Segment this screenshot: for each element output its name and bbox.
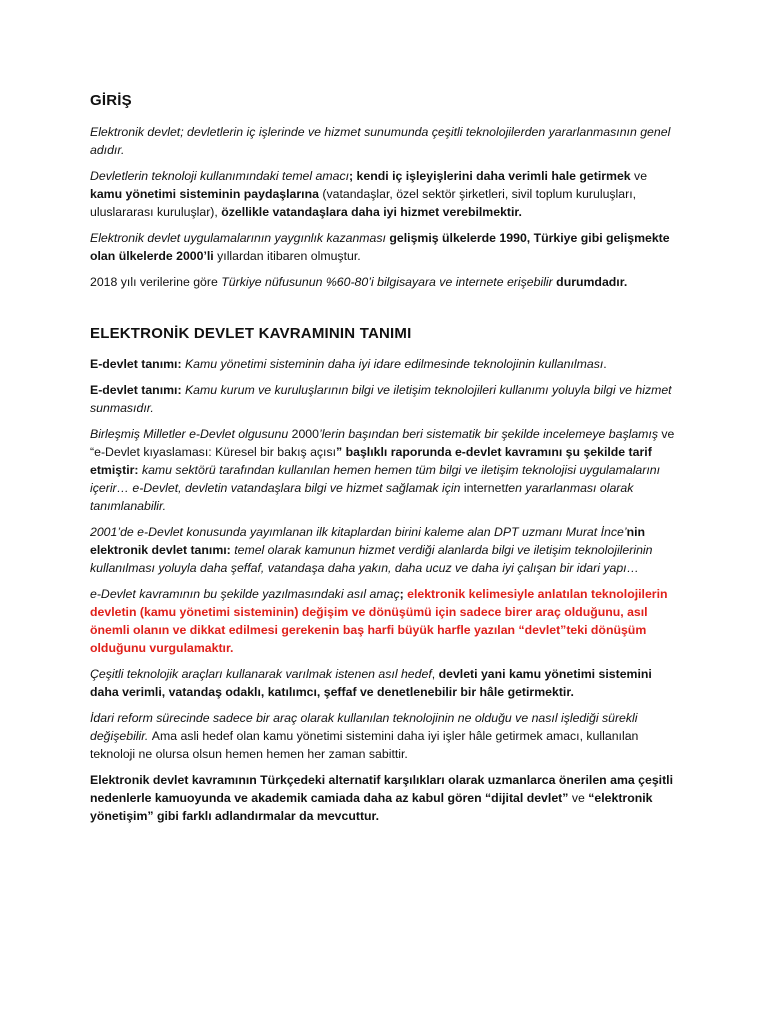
- text-run: e-Devlet kıyaslaması: Küresel bir bakış açısı: [94, 445, 337, 459]
- text-run: 2000: [291, 427, 319, 441]
- section-heading-definition: ELEKTRONİK DEVLET KAVRAMININ TANIMI: [90, 325, 412, 342]
- text-run: e-Devlet kavramının bu şekilde yazılmasındaki asıl amaç: [90, 587, 400, 601]
- text-run: temel olarak kamunun hizmet verdiği alanlarda bilgi ve iletişim teknolojilerinin kullanılması yoluyla daha şeffaf, vatandaşa daha yakın, daha ucuz ve daha iyi çalışan bir idari yapı…: [90, 543, 653, 575]
- text-run: E-devlet tanımı:: [90, 357, 185, 371]
- text-run: ’lerin başından beri sistematik bir şekilde incelemeye başlamış: [318, 427, 658, 441]
- text-run: ve “: [90, 427, 675, 459]
- paragraph: [90, 523, 676, 577]
- text-run: Devletlerin teknoloji kullanımındaki temel amacı: [90, 169, 350, 183]
- text-run: elektronik kelimesiyle anlatılan teknolojilerin devletin (kamu yönetimi sisteminin) değişim ve dönüşümü için sadece birer araç olduğunu, asıl önemli olanın ve dikkat edilmesi gerekenin baş harfi büyük harfle yazılan “devlet”teki dönüşüm olduğunu vurgulamaktır.: [90, 587, 668, 655]
- text-run: Türkiye nüfusunun %60-80’i bilgisayara ve internete erişebilir: [221, 275, 553, 289]
- paragraph: [90, 273, 676, 291]
- text-run: “elektronik yönetişim”: [90, 791, 653, 823]
- text-run: devleti yani kamu yönetimi sistemini daha verimli, vatandaş odaklı, katılımcı, şeffaf ve denetlenebilir bir hâle getirmektir.: [90, 667, 652, 699]
- text-run: Çeşitli teknolojik araçları kullanarak varılmak istenen asıl hedef: [90, 667, 432, 681]
- paragraph: [90, 585, 676, 657]
- text-run: .: [603, 357, 607, 371]
- text-run: özellikle vatandaşlara daha iyi hizmet verebilmektir.: [221, 205, 522, 219]
- paragraph: [90, 355, 676, 373]
- text-run: 2001’de e-Devlet konusunda yayımlanan ilk kitaplardan birini kaleme alan DPT uzmanı Murat İnce’: [90, 525, 627, 539]
- paragraph: [90, 425, 676, 515]
- text-run: ;: [399, 587, 408, 601]
- text-run: (vatandaşlar, özel sektör şirketleri, sivil toplum kuruluşları, uluslararası kuruluşlar),: [90, 187, 637, 219]
- text-run: Kamu kurum ve kuruluşlarının bilgi ve iletişim teknolojileri kullanımı yoluyla bilgi ve hizmet sunmasıdır.: [90, 383, 672, 415]
- paragraph: [90, 381, 676, 417]
- paragraph: [90, 229, 676, 265]
- section-heading-giris: GİRİŞ: [90, 92, 132, 109]
- text-run: yıllardan itibaren olmuştur.: [213, 249, 361, 263]
- text-run: E-devlet tanımı:: [90, 383, 185, 397]
- text-run: ; kendi iç işleyişlerini daha verimli hale getirmek: [349, 169, 631, 183]
- text-run: nin elektronik devlet tanımı:: [90, 525, 646, 557]
- text-run: Kamu yönetimi sisteminin daha iyi idare edilmesinde teknolojinin kullanılması: [184, 357, 604, 371]
- text-run: internet: [463, 481, 505, 495]
- text-run: ve: [630, 169, 648, 183]
- text-run: Birleşmiş Milletler e-Devlet olgusunu: [90, 427, 292, 441]
- paragraph: [90, 665, 676, 701]
- text-run: ten yararlanması olarak tanımlanabilir.: [90, 481, 634, 513]
- text-run: ,: [431, 667, 439, 681]
- text-run: İdari reform sürecinde sadece bir araç olarak kullanılan teknolojinin ne olduğu ve nasıl işlediği sürekli değişebilir.: [90, 711, 638, 743]
- text-run: gibi farklı adlandırmalar da mevcuttur.: [153, 809, 380, 823]
- text-run: Elektronik devlet uygulamalarının yaygınlık kazanması: [90, 231, 386, 245]
- text-run: gelişmiş ülkelerde 1990, Türkiye gibi gelişmekte olan ülkelerde 2000’li: [90, 231, 670, 263]
- text-run: kamu sektörü tarafından kullanılan hemen hemen tüm bilgi ve iletişim teknolojisi uygulamalarını içerir… e-Devlet, devletin vatandaşlara bilgi ve hizmet sağlamak için: [90, 463, 661, 495]
- text-run: Elektronik devlet kavramının Türkçedeki alternatif karşılıkları olarak uzmanlarca önerilen ama çeşitli nedenlerle kamuoyunda ve akademik camiada daha az kabul gören: [90, 773, 673, 805]
- text-run: Ama asli hedef olan kamu yönetimi sistemini daha iyi işler hâle getirmek amacı, kullanılan teknoloji ne olursa olsun hemen hemen her zaman sabittir.: [90, 729, 639, 761]
- paragraph: [90, 167, 676, 221]
- text-run: 2018 yılı verilerine göre: [90, 275, 222, 289]
- text-run: ve: [568, 791, 589, 805]
- text-run: kamu yönetimi sisteminin paydaşlarına: [90, 187, 319, 201]
- text-run: “dijital devlet”: [485, 791, 569, 805]
- text-run: durumdadır.: [552, 275, 628, 289]
- paragraph: Elektronik devlet; devletlerin iç işlerinde ve hizmet sunumunda çeşitli teknolojilerden yararlanmasının genel adıdır.: [90, 125, 671, 157]
- paragraph: [90, 709, 676, 763]
- text-run: ” başlıklı raporunda e-devlet kavramını şu şekilde tarif etmiştir:: [90, 445, 652, 477]
- paragraph: [90, 771, 676, 825]
